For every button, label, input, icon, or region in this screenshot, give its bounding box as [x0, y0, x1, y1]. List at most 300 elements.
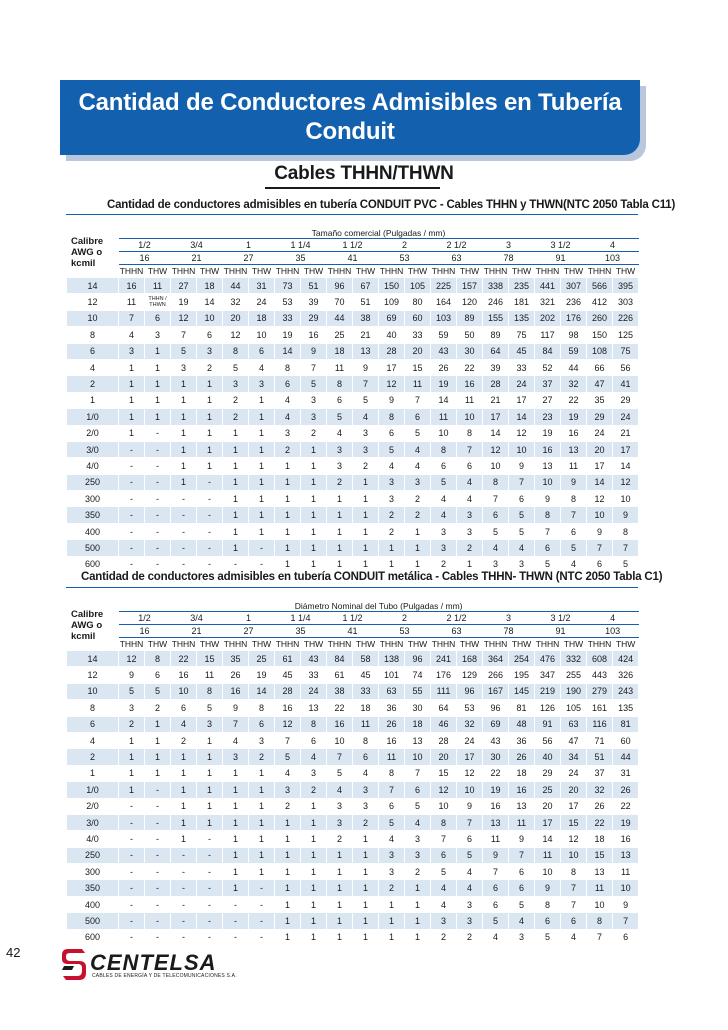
count-cell: 45 [353, 667, 379, 683]
metal-conduit-table [66, 600, 639, 946]
count-cell: 254 [509, 651, 535, 667]
count-cell: 11 [327, 359, 353, 375]
count-cell: 1 [145, 732, 171, 748]
count-cell: 2 [275, 798, 301, 814]
count-cell: 6 [327, 392, 353, 408]
count-cell: 1 [379, 929, 405, 945]
count-cell: 13 [613, 847, 639, 863]
size-inch-9: 4 [587, 239, 639, 252]
size-header: Tamaño comercial (Pulgadas / mm) [119, 228, 639, 239]
count-cell: 1 [301, 847, 327, 863]
count-cell: 9 [301, 343, 327, 359]
count-cell: 6 [509, 864, 535, 880]
count-cell: 1 [275, 864, 301, 880]
insulation-thw: THW [457, 265, 483, 278]
count-cell: 2 [301, 425, 327, 441]
count-cell: 1 [275, 814, 301, 830]
insulation-thhn: THHN [327, 266, 352, 276]
table-row [67, 798, 639, 814]
count-cell: 1 [223, 847, 249, 863]
count-cell: 21 [483, 392, 509, 408]
table-row [67, 425, 639, 441]
page-title-line2: Conduit [305, 118, 395, 145]
pvc-title-ref: (NTC 2050 Tabla C11) [562, 199, 676, 211]
count-cell: 2 [405, 507, 431, 523]
insulation-thhn: THHN [119, 266, 144, 276]
count-cell: 5 [327, 765, 353, 781]
count-cell: 11 [509, 814, 535, 830]
count-cell: - [197, 847, 223, 863]
count-cell: 12 [483, 441, 509, 457]
count-cell: 1 [249, 425, 275, 441]
subtitle-underline [265, 187, 440, 189]
count-cell: 1 [197, 392, 223, 408]
count-cell: 24 [509, 376, 535, 392]
count-cell: 1 [301, 880, 327, 896]
gauge-cell: 400 [67, 523, 119, 539]
count-cell: 1 [145, 749, 171, 765]
count-cell: 5 [509, 507, 535, 523]
count-cell: 157 [457, 278, 483, 294]
count-cell: 29 [301, 310, 327, 326]
count-cell: 53 [275, 294, 301, 310]
count-cell: 5 [327, 409, 353, 425]
table-row [67, 343, 639, 359]
insulation-thhn: THHN [379, 639, 404, 649]
table-row [67, 327, 639, 343]
count-cell: 7 [535, 523, 561, 539]
count-cell: 338 [483, 278, 509, 294]
count-cell: 1 [327, 556, 353, 572]
size-mm-8: 91 [535, 252, 587, 265]
insulation-thhn: THHN [587, 639, 612, 649]
count-cell: 3 [249, 732, 275, 748]
count-cell: 1 [145, 392, 171, 408]
count-cell: 63 [561, 716, 587, 732]
count-cell: 7 [223, 716, 249, 732]
count-cell: 2 [405, 491, 431, 507]
count-cell: 1 [223, 831, 249, 847]
count-cell: 84 [535, 343, 561, 359]
count-cell: 1 [275, 491, 301, 507]
count-cell: 45 [509, 343, 535, 359]
count-cell: 35 [223, 651, 249, 667]
count-cell: 1 [275, 929, 301, 945]
gauge-cell: 1 [67, 765, 119, 781]
count-cell: - [119, 458, 145, 474]
insulation-thw: THW [301, 265, 327, 278]
count-cell: 7 [457, 814, 483, 830]
count-cell: 1 [119, 376, 145, 392]
count-cell: 1 [171, 798, 197, 814]
count-cell: 7 [119, 310, 145, 326]
count-cell: 40 [535, 749, 561, 765]
count-cell: 1 [301, 540, 327, 556]
count-cell: 321 [535, 294, 561, 310]
count-cell: 18 [249, 310, 275, 326]
count-cell: - [145, 880, 171, 896]
count-cell: 1 [223, 540, 249, 556]
count-cell: 25 [249, 651, 275, 667]
count-cell: - [171, 847, 197, 863]
count-cell: 1 [145, 359, 171, 375]
count-cell: 7 [405, 765, 431, 781]
count-cell: 1 [223, 782, 249, 798]
count-cell: 3 [457, 523, 483, 539]
count-cell: 1 [171, 425, 197, 441]
count-cell: 8 [613, 523, 639, 539]
count-cell: 2 [431, 556, 457, 572]
brand-tagline: CABLES DE ENERGÍA Y DE TELECOMUNICACIONES S.A. [92, 973, 237, 979]
count-cell: 11 [613, 864, 639, 880]
count-cell: 50 [457, 327, 483, 343]
count-cell: 13 [561, 441, 587, 457]
count-cell: - [197, 556, 223, 572]
count-cell: 66 [587, 359, 613, 375]
count-cell: 33 [509, 359, 535, 375]
count-cell: 5 [457, 847, 483, 863]
count-cell: 5 [301, 376, 327, 392]
count-cell: 1 [249, 798, 275, 814]
size-inch-1: 3/4 [171, 612, 223, 625]
count-cell: 1 [327, 913, 353, 929]
insulation-thw: THW [353, 265, 379, 278]
insulation-thw: THW [613, 265, 639, 278]
count-cell: 11 [379, 749, 405, 765]
count-cell: 1 [171, 782, 197, 798]
count-cell: 1 [275, 913, 301, 929]
count-cell: 1 [275, 556, 301, 572]
count-cell: 2 [223, 392, 249, 408]
count-cell: 20 [561, 782, 587, 798]
count-cell: 4 [275, 409, 301, 425]
insulation-thw: THW [509, 265, 535, 278]
size-mm-7: 78 [483, 625, 535, 638]
table-row [67, 782, 639, 798]
table-row [67, 814, 639, 830]
count-cell: - [197, 896, 223, 912]
count-cell: 1 [457, 556, 483, 572]
count-cell: 32 [457, 716, 483, 732]
size-inch-2: 1 [223, 239, 275, 252]
count-cell: 2 [405, 864, 431, 880]
count-cell: 5 [405, 798, 431, 814]
count-cell: 6 [145, 310, 171, 326]
count-cell: 18 [587, 831, 613, 847]
count-cell: 3 [379, 491, 405, 507]
size-mm-5: 53 [379, 252, 431, 265]
count-cell: 14 [275, 343, 301, 359]
count-cell: 70 [327, 294, 353, 310]
table-row [67, 667, 639, 683]
count-cell: 12 [171, 310, 197, 326]
gauge-cell: 1/0 [67, 409, 119, 425]
count-cell: 109 [379, 294, 405, 310]
count-cell: 96 [405, 651, 431, 667]
count-cell: 2 [431, 929, 457, 945]
count-cell: 1 [223, 507, 249, 523]
count-cell: - [171, 913, 197, 929]
count-cell: 1 [171, 831, 197, 847]
table-row [67, 376, 639, 392]
count-cell: - [145, 896, 171, 912]
count-cell: 10 [535, 474, 561, 490]
table-row [67, 896, 639, 912]
count-cell: 4 [353, 765, 379, 781]
count-cell: - [145, 913, 171, 929]
size-inch-7: 3 [483, 612, 535, 625]
count-cell: 27 [171, 278, 197, 294]
count-cell: 6 [613, 929, 639, 945]
count-cell: 44 [561, 359, 587, 375]
count-cell: 1 [353, 540, 379, 556]
count-cell: 7 [561, 896, 587, 912]
insulation-thhn: THHN [535, 639, 560, 649]
count-cell: 8 [561, 864, 587, 880]
count-cell: 4 [405, 458, 431, 474]
count-cell: 1 [249, 392, 275, 408]
insulation-thw: THW [145, 638, 171, 651]
gauge-cell: 600 [67, 556, 119, 572]
count-cell: 24 [301, 683, 327, 699]
count-cell: 1 [197, 376, 223, 392]
count-cell: 19 [561, 409, 587, 425]
count-cell: 44 [223, 278, 249, 294]
count-cell: 10 [587, 507, 613, 523]
table-row [67, 847, 639, 863]
count-cell: 235 [509, 278, 535, 294]
count-cell: 135 [509, 310, 535, 326]
count-cell: 7 [509, 474, 535, 490]
count-cell: 26 [613, 782, 639, 798]
gauge-cell: 3/0 [67, 441, 119, 457]
insulation-thw: THW [509, 638, 535, 651]
count-cell: 2 [197, 359, 223, 375]
count-cell: 8 [457, 425, 483, 441]
count-cell: 19 [431, 376, 457, 392]
count-cell: 2 [119, 716, 145, 732]
count-cell: 1 [353, 847, 379, 863]
count-cell: 3 [301, 392, 327, 408]
count-cell: 11 [457, 392, 483, 408]
count-cell: 16 [119, 278, 145, 294]
count-cell: 60 [405, 310, 431, 326]
count-cell: - [119, 441, 145, 457]
count-cell: 1 [171, 441, 197, 457]
gauge-cell: 500 [67, 540, 119, 556]
count-cell: 4 [223, 732, 249, 748]
count-cell: 9 [223, 700, 249, 716]
count-cell: 7 [587, 929, 613, 945]
size-inch-0: 1/2 [119, 612, 171, 625]
count-cell: 1 [223, 441, 249, 457]
count-cell: 3 [431, 913, 457, 929]
count-cell: 6 [431, 458, 457, 474]
count-cell: 24 [457, 732, 483, 748]
size-mm-8: 91 [535, 625, 587, 638]
count-cell: 5 [223, 359, 249, 375]
count-cell: 150 [379, 278, 405, 294]
count-cell: 243 [613, 683, 639, 699]
count-cell: 103 [431, 310, 457, 326]
count-cell: 1 [301, 458, 327, 474]
count-cell: 20 [431, 749, 457, 765]
count-cell: 10 [509, 441, 535, 457]
count-cell: 8 [379, 409, 405, 425]
gauge-cell: 4/0 [67, 831, 119, 847]
count-cell: 5 [405, 425, 431, 441]
count-cell: 155 [483, 310, 509, 326]
count-cell: 44 [613, 749, 639, 765]
count-cell: - [197, 474, 223, 490]
insulation-thhn: THHN [535, 266, 560, 276]
count-cell: 8 [301, 716, 327, 732]
metal-section-title: Cantidad de conductores admisibles en tubería CONDUIT metálica - Cables THHN- THWN (NTC 2050 Tabla C1) [81, 571, 663, 583]
count-cell: 1 [327, 507, 353, 523]
count-cell: - [249, 556, 275, 572]
count-cell: 1 [275, 896, 301, 912]
count-cell: 13 [353, 343, 379, 359]
count-cell: 168 [457, 651, 483, 667]
count-cell: 6 [249, 716, 275, 732]
count-cell: 13 [301, 700, 327, 716]
count-cell: 43 [431, 343, 457, 359]
count-cell: 8 [223, 343, 249, 359]
count-cell: 4 [457, 491, 483, 507]
count-cell: 1 [223, 765, 249, 781]
count-cell: 5 [431, 474, 457, 490]
count-cell: - [171, 523, 197, 539]
count-cell: 202 [535, 310, 561, 326]
table-row [67, 458, 639, 474]
count-cell: 10 [613, 491, 639, 507]
size-inch-3: 1 1/4 [275, 612, 327, 625]
count-cell: 1 [119, 425, 145, 441]
count-cell: 10 [431, 798, 457, 814]
count-cell: 1 [145, 716, 171, 732]
count-cell: 63 [379, 683, 405, 699]
count-cell: 14 [249, 683, 275, 699]
size-inch-5: 2 [379, 239, 431, 252]
count-cell: 1 [197, 425, 223, 441]
count-cell: 98 [561, 327, 587, 343]
count-cell: 105 [405, 278, 431, 294]
gauge-cell: 2 [67, 376, 119, 392]
gauge-cell: 250 [67, 474, 119, 490]
count-cell: 11 [535, 847, 561, 863]
count-cell: 8 [483, 474, 509, 490]
count-cell: 1 [197, 441, 223, 457]
count-cell: - [119, 540, 145, 556]
count-cell: - [119, 896, 145, 912]
count-cell: 4 [119, 327, 145, 343]
brand-name: CENTELSA [90, 950, 217, 975]
count-cell: 1 [327, 540, 353, 556]
count-cell: 1 [379, 913, 405, 929]
gauge-cell: 2/0 [67, 425, 119, 441]
size-mm-5: 53 [379, 625, 431, 638]
count-cell: - [197, 540, 223, 556]
count-cell: 9 [119, 667, 145, 683]
count-cell: 12 [379, 376, 405, 392]
count-cell: 1 [405, 896, 431, 912]
count-cell: 14 [587, 474, 613, 490]
insulation-thw: THW [145, 265, 171, 278]
count-cell: 364 [483, 651, 509, 667]
count-cell: 1 [405, 523, 431, 539]
count-cell: 1 [223, 864, 249, 880]
count-cell: 8 [379, 765, 405, 781]
count-cell: 14 [431, 392, 457, 408]
count-cell: 43 [483, 732, 509, 748]
count-cell: 8 [561, 491, 587, 507]
count-cell: 1 [171, 749, 197, 765]
count-cell: - [145, 425, 171, 441]
count-cell: 7 [301, 359, 327, 375]
count-cell: - [145, 441, 171, 457]
count-cell: 1 [223, 814, 249, 830]
count-cell: 395 [613, 278, 639, 294]
count-cell: 7 [509, 847, 535, 863]
size-mm-0: 16 [119, 625, 171, 638]
count-cell: 1 [275, 474, 301, 490]
count-cell: 1 [275, 523, 301, 539]
count-cell: 1 [171, 814, 197, 830]
count-cell: 4 [379, 831, 405, 847]
count-cell: 20 [587, 441, 613, 457]
count-cell: 1 [327, 929, 353, 945]
count-cell: 3 [171, 359, 197, 375]
count-cell: 2 [353, 458, 379, 474]
count-cell: 7 [483, 491, 509, 507]
count-cell: 36 [509, 732, 535, 748]
insulation-thhn: THHN [431, 639, 456, 649]
count-cell: 7 [613, 540, 639, 556]
count-cell: 5 [509, 523, 535, 539]
count-cell: 225 [431, 278, 457, 294]
count-cell: 3 [327, 814, 353, 830]
count-cell: 4 [457, 474, 483, 490]
gauge-cell: 4 [67, 359, 119, 375]
count-cell: 8 [535, 896, 561, 912]
count-cell: 4 [327, 782, 353, 798]
insulation-thhn: THHN [379, 266, 404, 276]
count-cell: 47 [587, 376, 613, 392]
count-cell: 5 [535, 929, 561, 945]
count-cell: 4 [379, 458, 405, 474]
count-cell: 4 [457, 864, 483, 880]
count-cell: 3 [405, 474, 431, 490]
count-cell: 10 [405, 749, 431, 765]
table-row [67, 749, 639, 765]
count-cell: 1 [301, 507, 327, 523]
count-cell: 8 [145, 651, 171, 667]
count-cell: 3 [119, 343, 145, 359]
count-cell: - [145, 458, 171, 474]
count-cell: 11 [197, 667, 223, 683]
count-cell: 1 [301, 864, 327, 880]
count-cell: 3 [197, 343, 223, 359]
gauge-cell: 14 [67, 651, 119, 667]
count-cell: 9 [587, 523, 613, 539]
count-cell: 20 [223, 310, 249, 326]
gauge-cell: 4 [67, 732, 119, 748]
count-cell: 10 [483, 458, 509, 474]
count-cell: 1 [353, 864, 379, 880]
count-cell: 3 [145, 327, 171, 343]
count-cell: 35 [587, 392, 613, 408]
count-cell: - [171, 491, 197, 507]
